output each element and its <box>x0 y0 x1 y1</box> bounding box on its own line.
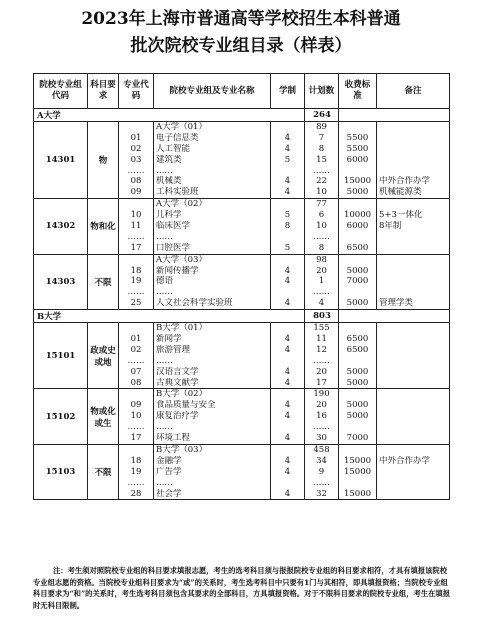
major-code <box>119 122 154 199</box>
major-code-line: 08 <box>130 176 142 187</box>
major-name <box>154 323 271 389</box>
major-code-line: 10 <box>130 210 142 221</box>
fee-line <box>341 199 374 210</box>
major-code-line: 28 <box>130 488 142 499</box>
duration-line: 8 <box>284 221 291 232</box>
remark <box>377 199 450 254</box>
major-code-line: 19 <box>130 466 142 477</box>
plan-count-line: 458 <box>313 444 330 455</box>
plan-count-line: 1 <box>318 276 325 287</box>
remark <box>377 323 450 389</box>
fee-line <box>341 422 374 433</box>
fee <box>339 323 377 389</box>
fee-line <box>341 478 374 489</box>
plan-count-line: 30 <box>316 433 327 444</box>
major-code <box>119 323 154 389</box>
fee <box>339 254 377 309</box>
major-name-line: 新闻传播学 <box>156 265 199 276</box>
major-code-line: …… <box>127 165 145 176</box>
major-name <box>154 444 271 499</box>
remark-line <box>379 323 447 334</box>
duration-line <box>273 445 302 456</box>
major-code-line: 17 <box>130 242 142 253</box>
duration-line: 4 <box>284 132 291 143</box>
fee-line <box>341 287 374 298</box>
duration <box>271 323 305 389</box>
duration-line: 4 <box>284 377 291 388</box>
plan-count-line: 10 <box>316 221 327 232</box>
fee-line: 5000 <box>346 187 369 198</box>
fee-line <box>341 356 374 367</box>
subject-requirement: 不限 <box>88 254 119 309</box>
major-code-line: 11 <box>130 221 142 232</box>
fee-line <box>341 323 374 334</box>
major-name <box>154 389 271 444</box>
plan-count <box>305 254 339 309</box>
group-code: 14301 <box>34 122 88 199</box>
plan-count-line: 17 <box>316 377 327 388</box>
group-row <box>34 122 450 199</box>
fee-line: 5000 <box>346 265 369 276</box>
duration <box>271 444 305 499</box>
duration-line: 4 <box>284 187 291 198</box>
remark-line: 中外合作办学 <box>379 455 431 466</box>
fee-line <box>341 122 374 133</box>
major-name-line: B大学（02） <box>156 389 208 400</box>
duration <box>271 254 305 309</box>
fee-line <box>341 255 374 266</box>
major-group-table <box>33 73 450 500</box>
major-code-line: …… <box>127 477 145 488</box>
major-name-line: 工科实验班 <box>156 187 199 198</box>
header-duration: 学制 <box>271 74 305 109</box>
header-major-code: 专业代码 <box>119 74 154 109</box>
header-fee: 收费标准 <box>339 74 377 109</box>
group-code: 15103 <box>34 444 88 499</box>
major-code-line: 09 <box>130 400 142 411</box>
group-code: 14303 <box>34 254 88 309</box>
major-name-line: 儿科学 <box>156 210 182 221</box>
major-name <box>154 199 271 254</box>
plan-count-line: 190 <box>313 389 330 400</box>
remark-line: 管理学类 <box>379 298 414 309</box>
duration-line: 4 <box>284 433 291 444</box>
plan-count-line: 7 <box>318 132 325 143</box>
header-row <box>34 74 450 109</box>
fee-line: 7000 <box>346 276 369 287</box>
major-name-line: …… <box>156 355 173 366</box>
duration-line: 4 <box>284 298 291 309</box>
remark-line <box>379 266 447 277</box>
remark <box>377 254 450 309</box>
duration-line: 5 <box>284 210 291 221</box>
university-plan: 264 <box>305 109 339 122</box>
fee-line: 5000 <box>346 400 369 411</box>
university-blank <box>339 109 450 122</box>
major-code-line <box>121 323 151 334</box>
major-code-line: …… <box>127 355 145 366</box>
major-code-line: 02 <box>130 344 142 355</box>
remark-line <box>379 122 447 133</box>
major-code-line: 18 <box>130 265 142 276</box>
major-name-line: 食品质量与安全 <box>156 400 216 411</box>
duration-line: 4 <box>284 344 291 355</box>
duration <box>271 389 305 444</box>
plan-count-line: 8 <box>318 143 325 154</box>
major-name-line: B大学（03） <box>156 444 208 455</box>
university-name: B大学 <box>34 310 305 323</box>
duration-line <box>273 199 302 210</box>
major-name-line: 旅游管理 <box>156 344 191 355</box>
major-code <box>119 199 154 254</box>
remark-line <box>379 411 447 422</box>
plan-count-line: 12 <box>316 344 327 355</box>
plan-count <box>305 199 339 254</box>
major-code-line: 07 <box>130 366 142 377</box>
fee-line: 5000 <box>346 366 369 377</box>
major-name-line: 古典文献学 <box>156 377 199 388</box>
remark-line <box>379 155 447 166</box>
major-code-line: 01 <box>130 132 142 143</box>
major-name-line: 人工智能 <box>156 143 191 154</box>
major-name-line: B大学（01） <box>156 323 208 334</box>
plan-count-line: 9 <box>318 466 325 477</box>
remark-line <box>379 276 447 287</box>
subject-requirement: 物或化或生 <box>88 389 119 444</box>
fee-line: 5000 <box>346 298 369 309</box>
major-code-line <box>121 122 151 133</box>
major-name-line: A大学（01） <box>156 122 207 132</box>
duration-line <box>273 389 302 400</box>
plan-count-line: 155 <box>313 323 330 334</box>
duration-line: 4 <box>284 366 291 377</box>
fee-line: 15000 <box>343 455 372 466</box>
header-subject-req: 科目要求 <box>88 74 119 109</box>
major-code-line: 03 <box>130 154 142 165</box>
remark-line: 8年制 <box>379 221 402 232</box>
duration-line: 4 <box>284 265 291 276</box>
duration-line: 4 <box>284 176 291 187</box>
major-code-line: 25 <box>130 298 142 309</box>
header-remark: 备注 <box>377 74 450 109</box>
major-name-line: …… <box>156 165 173 176</box>
fee-line: 6500 <box>346 242 369 253</box>
fee-line <box>341 166 374 177</box>
remark-line <box>379 232 447 243</box>
fee-line: 15000 <box>343 176 372 187</box>
duration-line <box>273 287 302 298</box>
fee-line: 7000 <box>346 433 369 444</box>
fee-line: 15000 <box>343 488 372 499</box>
fee-line <box>341 445 374 456</box>
major-name-line: 汉语言文学 <box>156 366 199 377</box>
major-name-line: 金融学 <box>156 455 182 466</box>
major-name-line: 社会学 <box>156 488 182 499</box>
duration-line: 4 <box>284 276 291 287</box>
remark-line <box>379 389 447 400</box>
fee-line: 5000 <box>346 411 369 422</box>
university-name: A大学 <box>34 109 305 122</box>
table-body <box>34 109 450 500</box>
remark-line <box>379 367 447 378</box>
plan-count-line: …… <box>313 165 330 176</box>
duration-line: 4 <box>284 411 291 422</box>
group-row <box>34 444 450 499</box>
duration-line: 4 <box>284 455 291 466</box>
duration-line <box>273 122 302 133</box>
fee-line: 5000 <box>346 377 369 388</box>
major-code-line: …… <box>127 287 145 298</box>
major-code <box>119 389 154 444</box>
duration-line <box>273 478 302 489</box>
duration-line <box>273 232 302 243</box>
duration-line: 4 <box>284 488 291 499</box>
fee <box>339 199 377 254</box>
major-code-line: 18 <box>130 455 142 466</box>
plan-count-line: 89 <box>316 122 327 132</box>
remark-line: 机械能源类 <box>379 187 422 198</box>
plan-count-line: 20 <box>316 366 327 377</box>
major-name-line: 德语 <box>156 276 174 287</box>
fee <box>339 122 377 199</box>
plan-count-line: 34 <box>316 455 327 466</box>
major-code-line <box>121 445 151 456</box>
major-name-line: 口腔医学 <box>156 242 191 253</box>
fee-line <box>341 232 374 243</box>
remark-line <box>379 144 447 155</box>
plan-count-line: …… <box>313 287 330 298</box>
remark-line <box>379 489 447 500</box>
plan-count-line: …… <box>313 422 330 433</box>
major-name-line: 康复治疗学 <box>156 411 199 422</box>
header-group-code: 院校专业组代码 <box>34 74 88 109</box>
remark-line <box>379 356 447 367</box>
university-row <box>34 109 450 122</box>
major-code-line: 09 <box>130 187 142 198</box>
group-row <box>34 389 450 444</box>
major-name-line: …… <box>156 287 173 298</box>
major-code-line: 01 <box>130 334 142 345</box>
remark-line <box>379 243 447 254</box>
major-code <box>119 444 154 499</box>
remark-line <box>379 287 447 298</box>
major-code-line: 19 <box>130 276 142 287</box>
plan-count <box>305 122 339 199</box>
fee <box>339 389 377 444</box>
duration-line: 5 <box>284 154 291 165</box>
header-name: 院校专业组及专业名称 <box>154 74 271 109</box>
major-name-line: 人文社会科学实验班 <box>156 298 233 309</box>
major-name-line: 建筑类 <box>156 154 182 165</box>
remark-line <box>379 422 447 433</box>
duration-line: 4 <box>284 334 291 345</box>
plan-count <box>305 389 339 444</box>
remark-line <box>379 166 447 177</box>
major-name-line: A大学（02） <box>156 199 207 210</box>
remark-line: 5+3一体化 <box>379 210 423 221</box>
plan-count-line: …… <box>313 355 330 366</box>
duration-line <box>273 255 302 266</box>
major-code-line <box>121 255 151 266</box>
major-code-line: 17 <box>130 433 142 444</box>
major-name-line: 广告学 <box>156 466 182 477</box>
plan-count <box>305 323 339 389</box>
fee-line: 6000 <box>346 221 369 232</box>
duration-line <box>273 323 302 334</box>
group-row <box>34 199 450 254</box>
group-code: 15102 <box>34 389 88 444</box>
plan-count <box>305 444 339 499</box>
group-code: 15101 <box>34 323 88 389</box>
fee-line: 6500 <box>346 334 369 345</box>
duration-line <box>273 166 302 177</box>
duration <box>271 122 305 199</box>
major-name-line: 临床医学 <box>156 221 191 232</box>
plan-count-line: 77 <box>316 199 327 210</box>
fee-line: 5500 <box>346 143 369 154</box>
remark-line <box>379 334 447 345</box>
fee-line <box>341 389 374 400</box>
remark <box>377 389 450 444</box>
major-name-line: 电子信息类 <box>156 132 199 143</box>
plan-count-line: 32 <box>316 488 327 499</box>
remark-line: 中外合作办学 <box>379 176 431 187</box>
group-code: 14302 <box>34 199 88 254</box>
remark-line <box>379 445 447 456</box>
subject-requirement: 物和化 <box>88 199 119 254</box>
fee-line: 6500 <box>346 344 369 355</box>
major-name-line: …… <box>156 231 173 242</box>
document-subtitle: 批次院校专业组目录（样表） <box>130 36 352 56</box>
subject-requirement: 物 <box>88 122 119 199</box>
fee <box>339 444 377 499</box>
remark <box>377 444 450 499</box>
group-row <box>34 323 450 389</box>
remark-line <box>379 345 447 356</box>
footnote: 注：考生须对照院校专业组的科目要求填报志愿，考生的选考科目须与报报院校专业组的科目要求相符，才具有填报该院校专业组志愿的资格。当院校专业组科目要求为“或”的关系时，考生选考科目中只要有1门与其相符，即具填报资格；当院校专业组科目要求为“和”的关系时，考生选考科目须包含其要求的全部科目，方具填报资格。对于不限科目要求的院校专业组，考生在填报时无科目限制。 <box>33 566 451 610</box>
plan-count-line: 20 <box>316 400 327 411</box>
plan-count-line: 10 <box>316 187 327 198</box>
duration-line <box>273 422 302 433</box>
header-plan: 计划数 <box>305 74 339 109</box>
remark-line <box>379 467 447 478</box>
plan-count-line: …… <box>313 477 330 488</box>
remark-line <box>379 255 447 266</box>
remark-line <box>379 133 447 144</box>
major-code-line <box>121 199 151 210</box>
major-name-line: 新闻学 <box>156 334 182 345</box>
document-title: 2023年上海市普通高等学校招生本科普通 <box>81 9 401 29</box>
major-name-line: …… <box>156 422 173 433</box>
plan-count-line: 6 <box>318 210 325 221</box>
major-name-line: 机械类 <box>156 176 182 187</box>
major-name-line: A大学（03） <box>156 254 207 265</box>
fee-line: 6000 <box>346 154 369 165</box>
duration-line: 4 <box>284 400 291 411</box>
plan-count-line: 16 <box>316 411 327 422</box>
major-code-line: …… <box>127 422 145 433</box>
plan-count-line: 20 <box>316 265 327 276</box>
duration-line: 5 <box>284 242 291 253</box>
major-code-line: …… <box>127 231 145 242</box>
major-code-line <box>121 389 151 400</box>
plan-count-line: 8 <box>318 242 325 253</box>
group-row <box>34 254 450 309</box>
fee-line: 5500 <box>346 132 369 143</box>
remark <box>377 122 450 199</box>
subject-requirement: 不限 <box>88 444 119 499</box>
major-code-line: 08 <box>130 377 142 388</box>
major-code-line: 10 <box>130 411 142 422</box>
remark-line <box>379 478 447 489</box>
university-blank <box>339 310 450 323</box>
plan-count-line: 22 <box>316 176 327 187</box>
duration-line: 4 <box>284 466 291 477</box>
plan-count-line: 4 <box>318 298 325 309</box>
remark-line <box>379 400 447 411</box>
remark-line <box>379 199 447 210</box>
plan-count-line: 15 <box>316 154 327 165</box>
major-name <box>154 254 271 309</box>
subject-requirement: 政或史或地 <box>88 323 119 389</box>
duration <box>271 199 305 254</box>
major-name-line: …… <box>156 477 173 488</box>
remark-line <box>379 378 447 389</box>
fee-line: 15000 <box>343 466 372 477</box>
plan-count-line: …… <box>313 231 330 242</box>
major-code <box>119 254 154 309</box>
duration-line <box>273 356 302 367</box>
remark-line <box>379 433 447 444</box>
university-row <box>34 310 450 323</box>
major-name-line: 环境工程 <box>156 433 191 444</box>
duration-line: 4 <box>284 143 291 154</box>
major-code-line: 02 <box>130 143 142 154</box>
plan-count-line: 11 <box>316 334 327 345</box>
university-plan: 803 <box>305 310 339 323</box>
major-name <box>154 122 271 199</box>
plan-count-line: 98 <box>316 254 327 265</box>
fee-line: 10000 <box>343 210 372 221</box>
